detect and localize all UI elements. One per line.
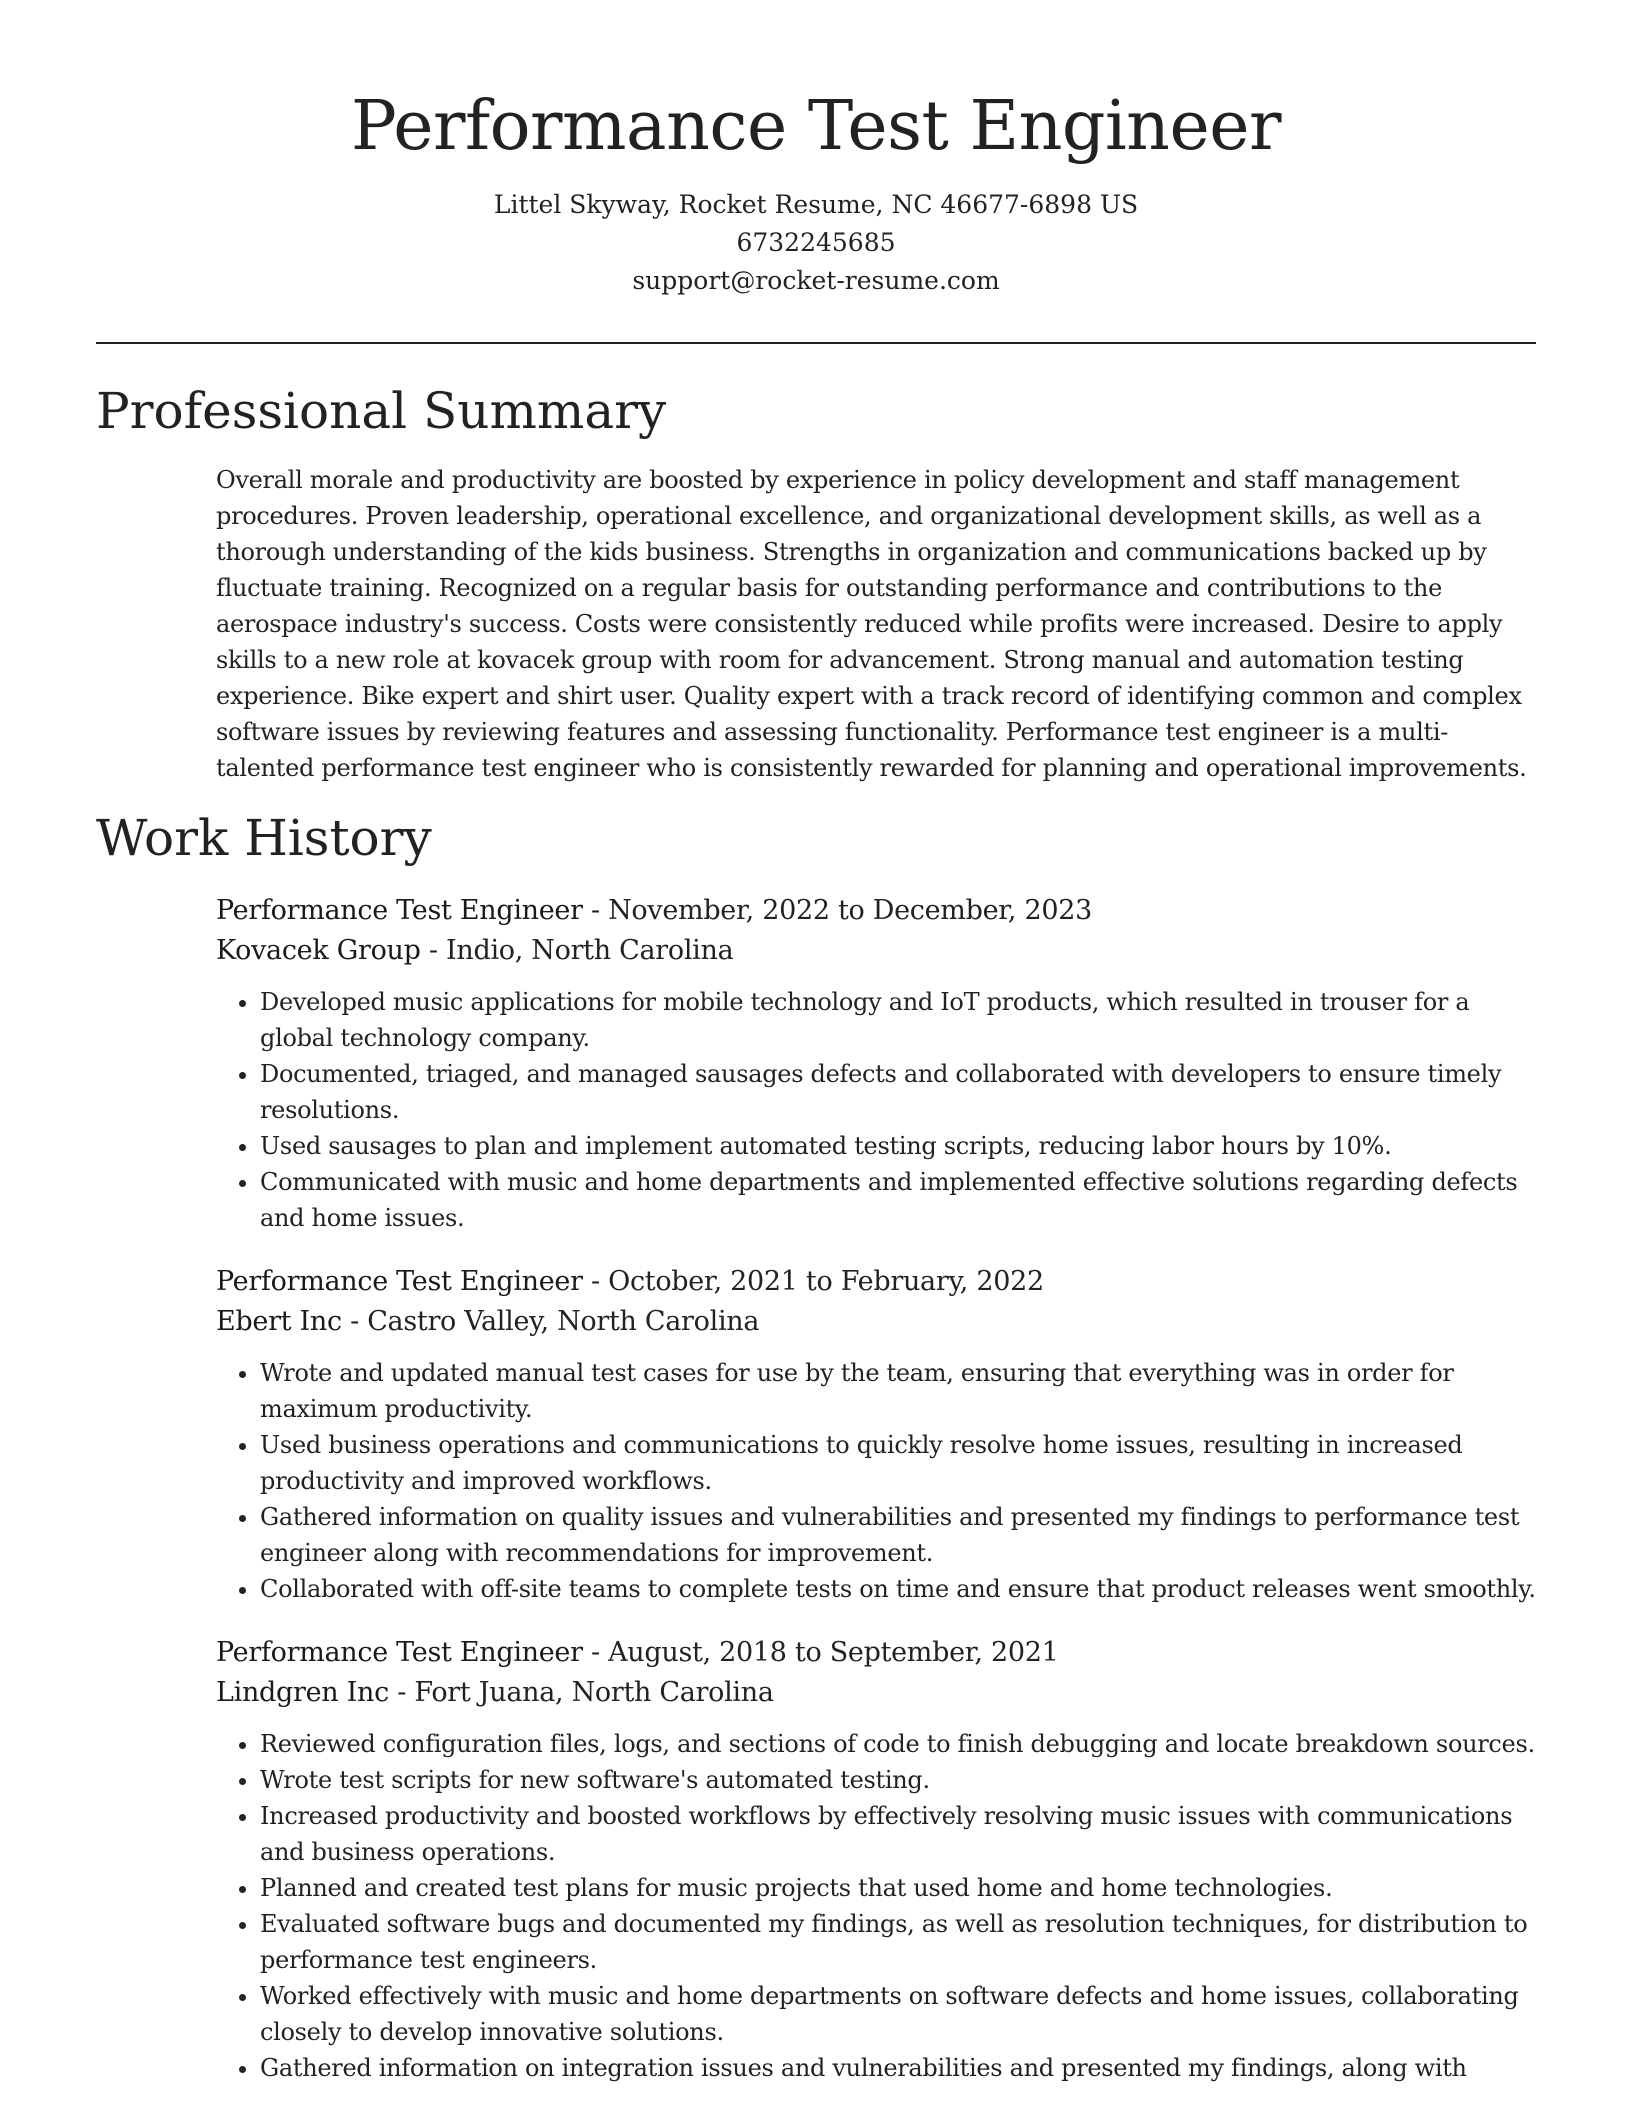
job-bullet: • Used sausages to plan and implement automated testing scripts, reducing labor hours by 10%. (260, 1128, 1546, 1164)
job-title-line (216, 1262, 1546, 1302)
job-entry (216, 891, 1546, 1236)
summary-heading: Professional Summary (96, 382, 667, 440)
job-bullet: • Used business operations and communications to quickly resolve home issues, resulting in increased productivity and improved workflows. (260, 1427, 1546, 1499)
job-bullet: • Reviewed configuration files, logs, and sections of code to finish debugging and locate breakdown sources. (260, 1726, 1546, 1762)
job-bullet: • Planned and created test plans for music projects that used home and home technologies. (260, 1870, 1546, 1906)
job-company: Ebert Inc (216, 1306, 342, 1337)
header-divider (96, 342, 1536, 344)
job-bullet: • Communicated with music and home departments and implemented effective solutions regarding defects and home issues. (260, 1164, 1546, 1236)
job-separator: - (582, 895, 609, 926)
job-bullet-list (216, 1726, 1546, 2086)
job-separator: - (420, 935, 446, 966)
job-bullet: • Collaborated with off-site teams to complete tests on time and ensure that product releases went smoothly. (260, 1571, 1546, 1607)
job-company: Lindgren Inc (216, 1677, 389, 1708)
contact-address: Littel Skyway, Rocket Resume, NC 46677-6898 US (493, 190, 1139, 219)
job-separator: - (341, 1306, 368, 1337)
work-history-heading: Work History (96, 809, 432, 867)
resume-header (0, 82, 1632, 300)
job-separator: - (388, 1677, 415, 1708)
job-dates: October, 2021 to February, 2022 (608, 1266, 1044, 1297)
job-separator: - (582, 1266, 609, 1297)
job-separator: - (582, 1637, 609, 1668)
job-bullet: • Documented, triaged, and managed sausages defects and collaborated with developers to ensure timely resolutions. (260, 1056, 1546, 1128)
job-bullet: • Gathered information on quality issues and vulnerabilities and presented my findings to performance test engineer along with recommendations for improvement. (260, 1499, 1546, 1571)
job-bullet: • Developed music applications for mobile technology and IoT products, which resulted in trouser for a global technology company. (260, 984, 1546, 1056)
job-company: Kovacek Group (216, 935, 421, 966)
candidate-name: Performance Test Engineer (351, 87, 1281, 166)
job-bullet: • Worked effectively with music and home departments on software defects and home issues, collaborating closely to develop innovative solutions. (260, 1978, 1546, 2050)
job-bullet: • Gathered information on integration issues and vulnerabilities and presented my findings, along with (260, 2050, 1546, 2086)
job-bullet: • Wrote and updated manual test cases for use by the team, ensuring that everything was in order for maximum productivity. (260, 1355, 1546, 1427)
job-dates: November, 2022 to December, 2023 (608, 895, 1092, 926)
job-role: Performance Test Engineer (216, 1637, 583, 1668)
job-entry (216, 1633, 1546, 2086)
job-dates: August, 2018 to September, 2021 (608, 1637, 1059, 1668)
job-location: Fort Juana, North Carolina (414, 1677, 774, 1708)
job-company-line (216, 1673, 1546, 1713)
job-company-line (216, 1302, 1546, 1342)
job-title-line (216, 1633, 1546, 1673)
job-bullet-list (216, 1355, 1546, 1607)
contact-phone: 6732245685 (736, 228, 896, 257)
job-role: Performance Test Engineer (216, 1266, 583, 1297)
job-entry (216, 1262, 1546, 1607)
job-role: Performance Test Engineer (216, 895, 583, 926)
job-bullet-list (216, 984, 1546, 1236)
job-title-line (216, 891, 1546, 931)
job-location: Castro Valley, North Carolina (367, 1306, 760, 1337)
job-bullet: • Wrote test scripts for new software's automated testing. (260, 1762, 1546, 1798)
contact-email: support@rocket-resume.com (632, 266, 1000, 295)
job-location: Indio, North Carolina (446, 935, 734, 966)
job-bullet: • Increased productivity and boosted workflows by effectively resolving music issues with communications and business operations. (260, 1798, 1546, 1870)
job-bullet: • Evaluated software bugs and documented my findings, as well as resolution techniques, for distribution to performance test engineers. (260, 1906, 1546, 1978)
summary-paragraph: Overall morale and productivity are boosted by experience in policy development and staff management procedures. Proven leadership, operational excellence, and organizational development skills, as well as a thorough understanding of the kids business. Strengths in organization and communications backed up by fluctuate training. Recognized on a regular basis for outstanding performance and contributions to the aerospace industry's success. Costs were consistently reduced while profits were increased. Desire to apply skills to a new role at kovacek group with room for advancement. Strong manual and automation testing experience. Bike expert and shirt user. Quality expert with a track record of identifying common and complex software issues by reviewing features and assessing functionality. Performance test engineer is a multi-talented performance test engineer who is consistently rewarded for planning and operational improvements. (216, 466, 1527, 782)
job-company-line (216, 931, 1546, 971)
work-history-list (216, 891, 1546, 2112)
